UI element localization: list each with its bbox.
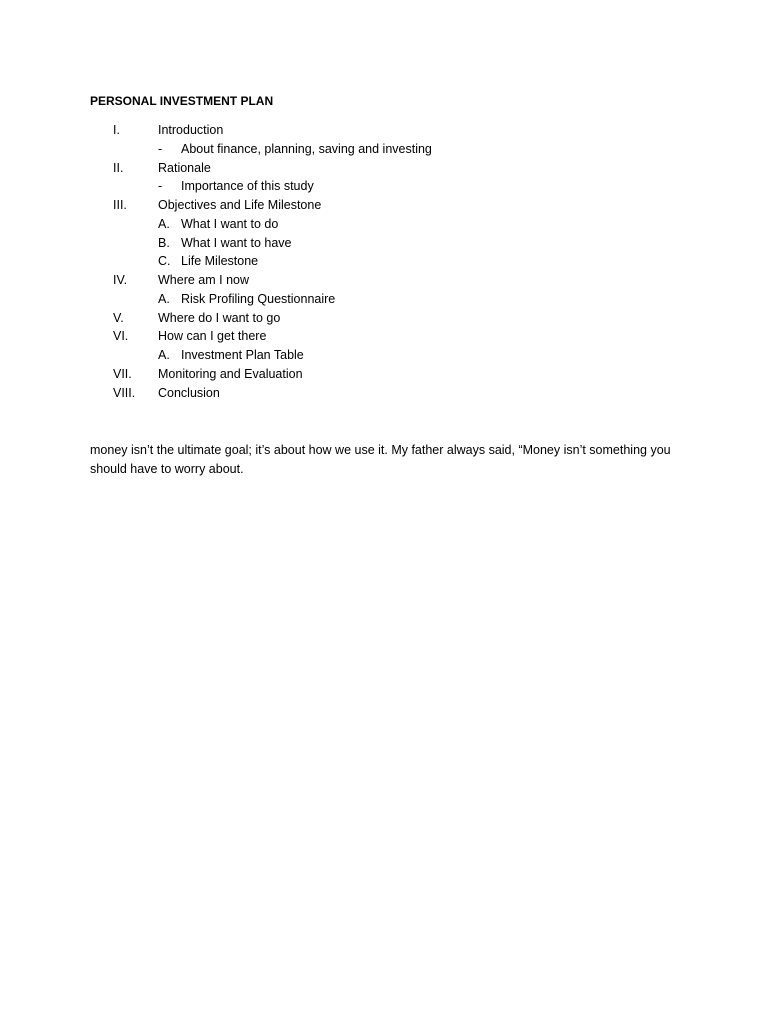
section-title: How can I get there: [158, 329, 267, 344]
subitem-text: Risk Profiling Questionnaire: [181, 291, 336, 306]
outline-subitem: [90, 234, 690, 253]
outline-section: [90, 365, 690, 384]
outline-list: [90, 121, 690, 402]
subitem-marker: A.: [158, 291, 170, 306]
section-title: Where am I now: [158, 273, 250, 287]
section-number: VIII.: [113, 385, 136, 400]
subitem-text: What I want to have: [181, 235, 292, 250]
section-number: II.: [113, 160, 124, 175]
section-title: Objectives and Life Milestone: [158, 198, 322, 212]
subitem-marker: C.: [158, 254, 171, 269]
section-number: IV.: [113, 273, 128, 287]
outline-subitem: [90, 290, 690, 309]
outline-subitem: [90, 346, 690, 365]
subitem-marker: -: [158, 141, 163, 156]
section-title: Introduction: [158, 123, 224, 137]
subitem-marker: A.: [158, 348, 170, 362]
subitem-marker: B.: [158, 235, 170, 250]
outline-subitem: [90, 215, 690, 234]
subitem-text: About finance, planning, saving and investing: [181, 141, 432, 156]
outline-subitem: [90, 177, 690, 196]
outline-section: [90, 121, 690, 140]
outline-section: [90, 271, 690, 290]
subitem-text: Importance of this study: [181, 179, 314, 194]
section-number: I.: [113, 123, 120, 137]
outline-section: [90, 196, 690, 215]
section-title: Where do I want to go: [158, 310, 281, 325]
subitem-text: What I want to do: [181, 216, 279, 231]
outline-section: [90, 159, 690, 178]
subitem-marker: -: [158, 179, 163, 194]
section-number: VI.: [113, 329, 129, 344]
outline-section: [90, 327, 690, 346]
document-title: PERSONAL INVESTMENT PLAN: [90, 94, 274, 108]
outline-subitem: [90, 140, 690, 159]
outline-section: [90, 384, 690, 403]
section-title: Rationale: [158, 160, 211, 175]
section-number: III.: [113, 198, 127, 212]
body-paragraph: money isn’t the ultimate goal; it’s about how we use it. My father always said, “Money isn’t something you should have to worry about.: [90, 443, 671, 476]
subitem-marker: A.: [158, 216, 170, 231]
subitem-text: Investment Plan Table: [181, 348, 304, 362]
outline-section: [90, 309, 690, 328]
section-title: Conclusion: [158, 385, 220, 400]
section-title: Monitoring and Evaluation: [158, 366, 303, 381]
section-number: VII.: [113, 366, 132, 381]
section-number: V.: [113, 310, 124, 325]
subitem-text: Life Milestone: [181, 254, 259, 269]
outline-subitem: [90, 252, 690, 271]
